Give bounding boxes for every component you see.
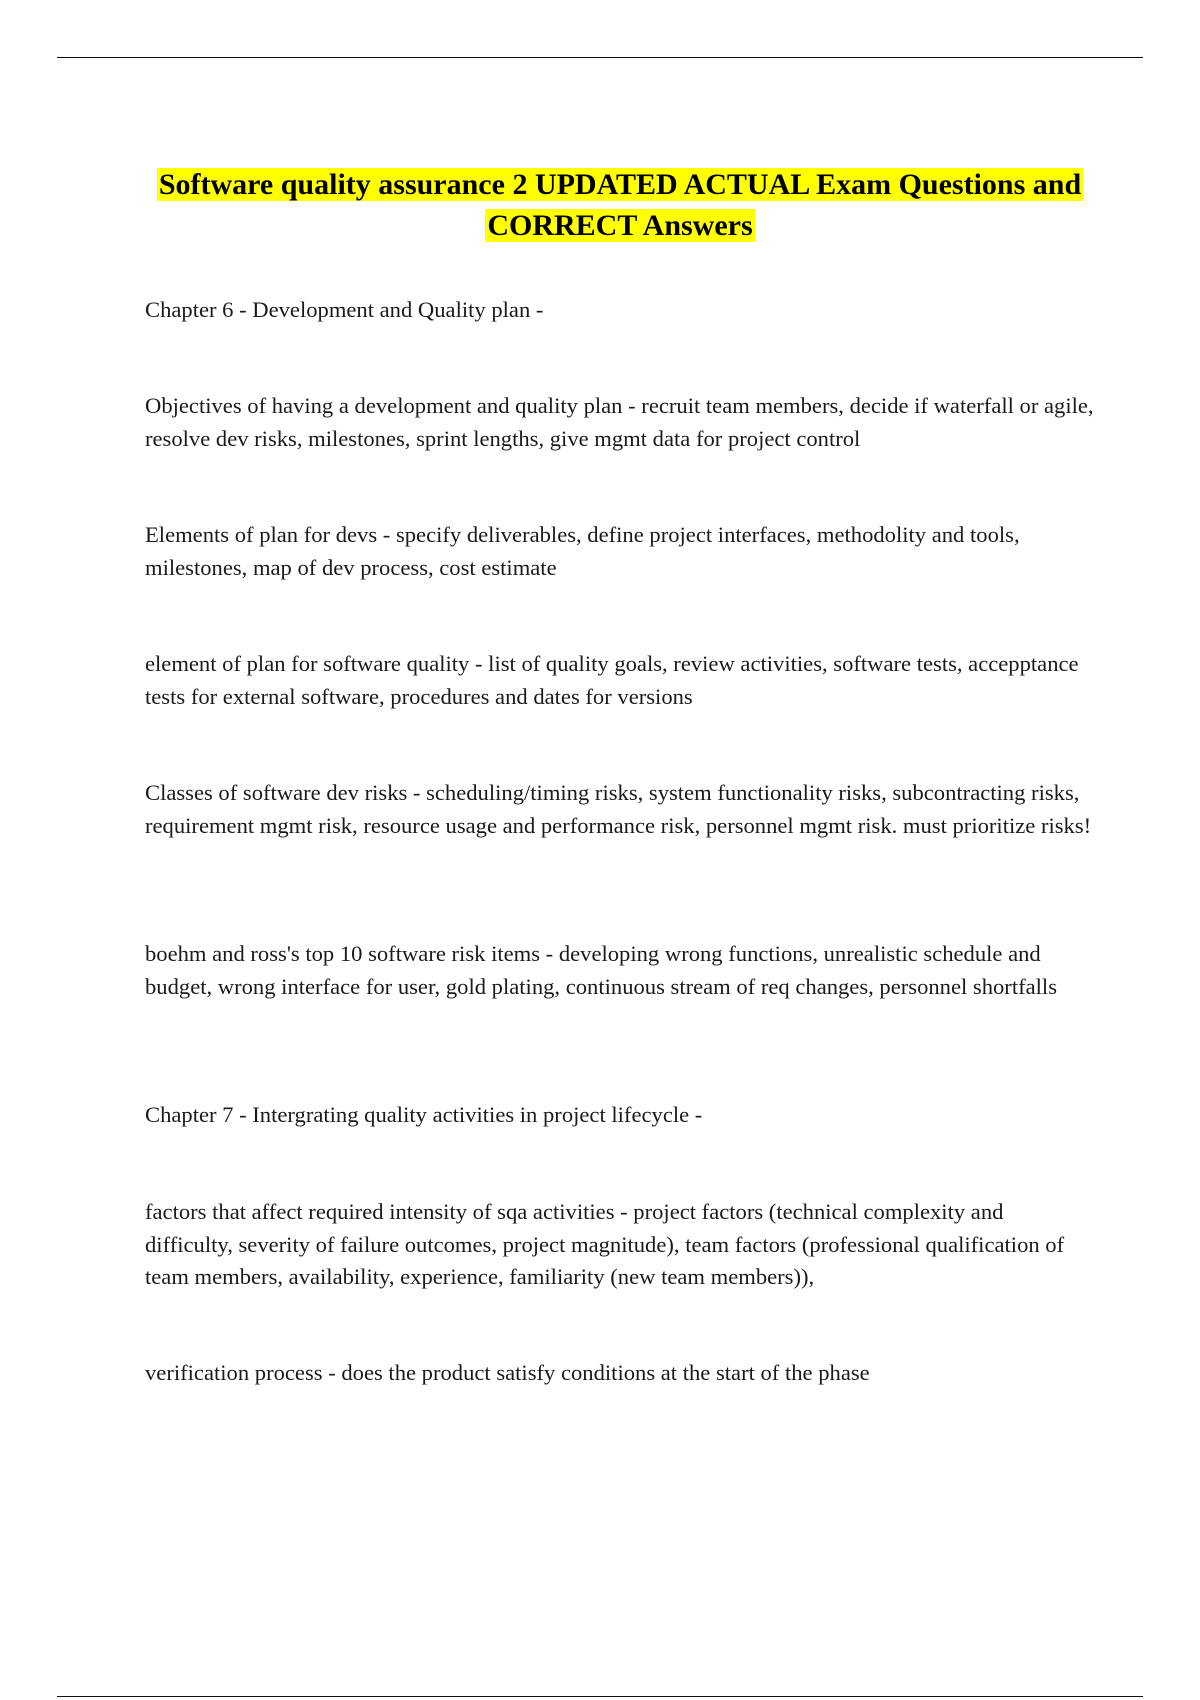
entry-elements-software-quality: element of plan for software quality - list of quality goals, review activities, software tests, accepptance tests for external software, procedures and dates for versions <box>145 651 1079 709</box>
document-title <box>100 164 1140 246</box>
entry-verification-process: verification process - does the product satisfy conditions at the start of the phase <box>145 1360 870 1385</box>
entry-sqa-intensity-factors: factors that affect required intensity of sqa activities - project factors (technical complexity and difficulty, severity of failure outcomes, project magnitude), team factors (professional qualification of team members, availability, experience, familiarity (new team members)), <box>145 1199 1065 1289</box>
top-rule <box>57 57 1143 58</box>
chapter-7-heading: Chapter 7 - Intergrating quality activities in project lifecycle - <box>145 1102 703 1127</box>
entry-boehm-ross-risks: boehm and ross's top 10 software risk items - developing wrong functions, unrealistic schedule and budget, wrong interface for user, gold plating, continuous stream of req changes, personnel shortfalls <box>145 941 1058 999</box>
chapter-6-heading: Chapter 6 - Development and Quality plan - <box>145 297 544 322</box>
entry-objectives: Objectives of having a development and quality plan - recruit team members, decide if waterfall or agile, resolve dev risks, milestones, sprint lengths, give mgmt data for project control <box>145 393 1094 451</box>
entry-elements-for-devs: Elements of plan for devs - specify deliverables, define project interfaces, methodolity and tools, milestones, map of dev process, cost estimate <box>145 522 1020 580</box>
bottom-rule <box>57 1696 1143 1697</box>
entry-classes-of-risks: Classes of software dev risks - scheduling/timing risks, system functionality risks, subcontracting risks, requirement mgmt risk, resource usage and performance risk, personnel mgmt risk. must prioritize risks! <box>145 780 1092 838</box>
document-title-highlight: Software quality assurance 2 UPDATED ACTUAL Exam Questions and CORRECT Answers <box>158 168 1082 243</box>
